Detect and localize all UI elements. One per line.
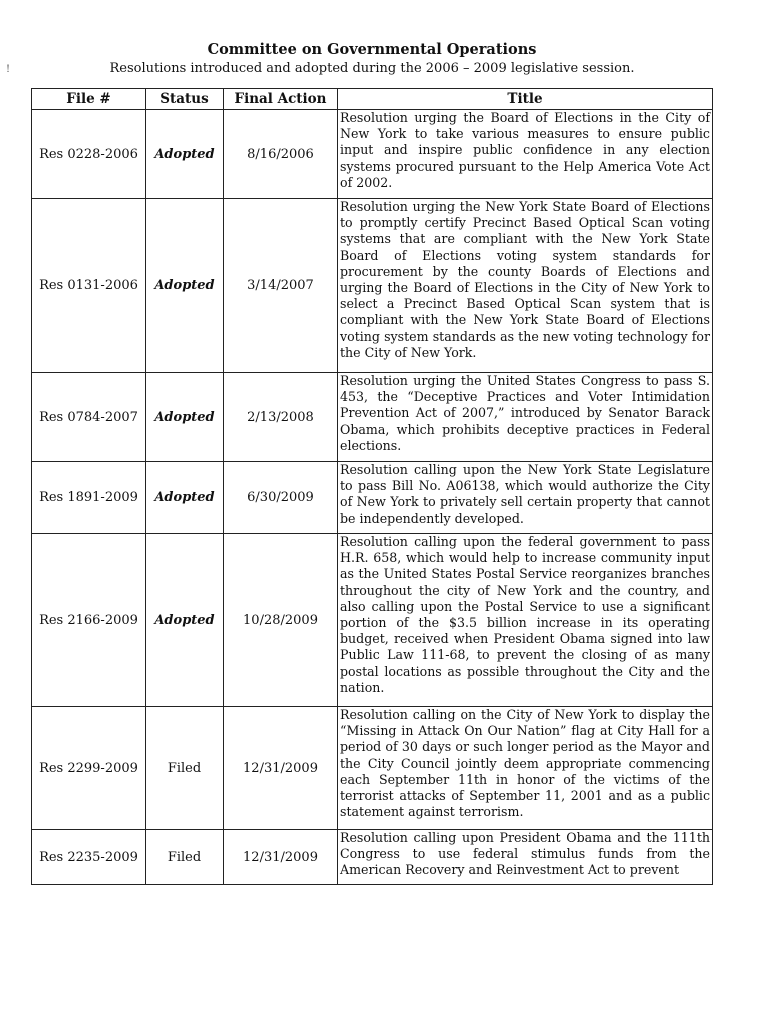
header-row <box>32 89 713 110</box>
title-cell: Resolution calling upon President Obama and the 111th Congress to use federal stimulus funds from the American Recovery and Reinvestment Act to prevent <box>338 830 713 885</box>
table-row <box>32 534 713 707</box>
final-action-cell: 6/30/2009 <box>224 462 338 534</box>
table-row <box>32 199 713 373</box>
table-row <box>32 373 713 462</box>
column-header-title: Title <box>338 89 713 110</box>
file-number-cell: Res 2299-2009 <box>32 707 146 830</box>
title-cell: Resolution calling upon the federal government to pass H.R. 658, which would help to increase community input as the United States Postal Service reorganizes branches throughout the city of New York and the country, and also calling upon the Postal Service to use a significant portion of the $3.5 billion increase in its operating budget, received when President Obama signed into law Public Law 111-68, to prevent the closing of as many postal locations as possible throughout the City and the nation. <box>338 534 713 707</box>
file-number-cell: Res 0784-2007 <box>32 373 146 462</box>
column-header-final-action: Final Action <box>224 89 338 110</box>
column-header-status: Status <box>146 89 224 110</box>
column-header-file: File # <box>32 89 146 110</box>
document-subtitle: Resolutions introduced and adopted during the 2006 – 2009 legislative session. <box>109 61 635 76</box>
file-number-cell: Res 0228-2006 <box>32 110 146 199</box>
status-cell: Adopted <box>146 110 224 199</box>
status-cell: Filed <box>146 830 224 885</box>
status-cell: Adopted <box>146 462 224 534</box>
file-number-cell: Res 2235-2009 <box>32 830 146 885</box>
title-cell: Resolution calling on the City of New York to display the “Missing in Attack On Our Nation” flag at City Hall for a period of 30 days or such longer period as the Mayor and the City Council jointly deem appropriate commencing each September 11th in honor of the victims of the terrorist attacks of September 11, 2001 and as a public statement against terrorism. <box>338 707 713 830</box>
title-cell: Resolution calling upon the New York State Legislature to pass Bill No. A06138, which would authorize the City of New York to privately sell certain property that cannot be independently developed. <box>338 462 713 534</box>
status-cell: Adopted <box>146 534 224 707</box>
final-action-cell: 3/14/2007 <box>224 199 338 373</box>
final-action-cell: 2/13/2008 <box>224 373 338 462</box>
title-cell: Resolution urging the Board of Elections in the City of New York to take various measures to ensure public input and inspire public confidence in any election systems procured pursuant to the Help America Vote Act of 2002. <box>338 110 713 199</box>
page-margin-mark: ! <box>6 64 11 75</box>
final-action-cell: 10/28/2009 <box>224 534 338 707</box>
table-header <box>32 89 713 110</box>
table-row <box>32 110 713 199</box>
title-cell: Resolution urging the New York State Board of Elections to promptly certify Precinct Based Optical Scan voting systems that are compliant with the New York State Board of Elections voting system standards for procurement by the county Boards of Elections and urging the Board of Elections in the City of New York to select a Precinct Based Optical Scan system that is compliant with the New York State Board of Elections voting system standards as the new voting technology for the City of New York. <box>338 199 713 373</box>
final-action-cell: 12/31/2009 <box>224 830 338 885</box>
document-title: Committee on Governmental Operations <box>207 41 537 58</box>
file-number-cell: Res 2166-2009 <box>32 534 146 707</box>
document-header <box>0 40 744 78</box>
table-body <box>32 110 713 885</box>
status-cell: Adopted <box>146 373 224 462</box>
table-row <box>32 707 713 830</box>
status-cell: Filed <box>146 707 224 830</box>
file-number-cell: Res 1891-2009 <box>32 462 146 534</box>
final-action-cell: 12/31/2009 <box>224 707 338 830</box>
resolutions-table <box>31 88 713 885</box>
final-action-cell: 8/16/2006 <box>224 110 338 199</box>
table-row <box>32 462 713 534</box>
table-row <box>32 830 713 885</box>
file-number-cell: Res 0131-2006 <box>32 199 146 373</box>
status-cell: Adopted <box>146 199 224 373</box>
title-cell: Resolution urging the United States Congress to pass S. 453, the “Deceptive Practices and Voter Intimidation Prevention Act of 2007,” introduced by Senator Barack Obama, which prohibits deceptive practices in Federal elections. <box>338 373 713 462</box>
